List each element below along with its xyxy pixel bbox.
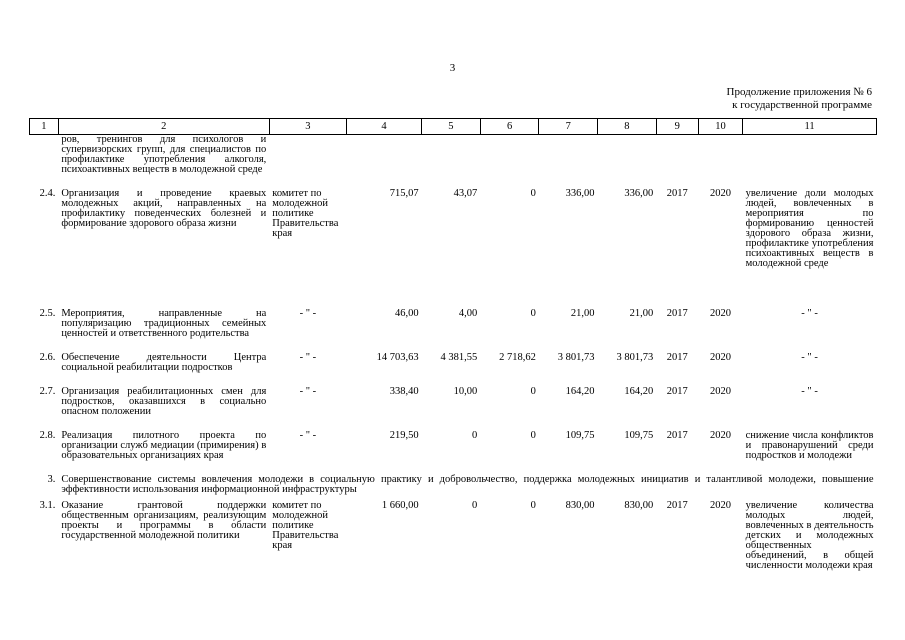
end-year: 2020 [710, 386, 732, 397]
header-cell: 1 [30, 119, 59, 135]
activity-name: Обеспечение деятельности Центра социальной реабилитации подростков [61, 352, 267, 373]
activity-name: ров, тренингов для психологов и супервизорских групп, для специалистов по профилактике употребления алкоголя, психоактивных веществ в молодежной среде [61, 134, 267, 175]
table-row [30, 353, 877, 387]
row-number: 2.7. [39, 386, 56, 397]
start-year: 2017 [666, 308, 688, 319]
row-number: 2.4. [39, 188, 56, 199]
funding-year3: 164,20 [565, 386, 595, 397]
start-year: 2017 [666, 188, 688, 199]
expected-result: увеличение количества молодых людей, вовлеченных в деятельность детских и молодежных общественных объединений, в общей численности молодежи края [745, 500, 874, 571]
executor: - " - [299, 386, 317, 397]
activity-name: Организация и проведение краевых молодежных акций, направленных на профилактику поведенческих болезней и формирование здорового образа жизни [61, 188, 267, 229]
expected-result: - " - [801, 352, 818, 363]
funding-year1: 4,00 [458, 308, 478, 319]
table-row [30, 501, 877, 571]
funding-year4: 109,75 [624, 430, 654, 441]
header-cell: 4 [346, 119, 421, 135]
funding-year1: 0 [471, 430, 478, 441]
funding-year3: 3 801,73 [557, 352, 595, 363]
funding-year2: 0 [530, 188, 536, 199]
program-table [29, 118, 877, 571]
executor: комитет по молодежной политике Правительства края [272, 188, 339, 239]
funding-year4: 336,00 [624, 188, 654, 199]
header-cell: 11 [743, 119, 877, 135]
total-funding: 715,07 [389, 188, 419, 199]
header-cell: 8 [598, 119, 657, 135]
funding-year2: 0 [530, 386, 536, 397]
total-funding: 1 660,00 [381, 500, 419, 511]
header-cell: 10 [698, 119, 742, 135]
header-cell: 5 [422, 119, 481, 135]
funding-year4: 3 801,73 [616, 352, 654, 363]
executor: - " - [299, 308, 317, 319]
header-cell: 6 [480, 119, 539, 135]
funding-year2: 2 718,62 [499, 352, 536, 363]
end-year: 2020 [710, 430, 732, 441]
row-number: 2.8. [39, 430, 56, 441]
activity-name: Мероприятия, направленные на популяризацию традиционных семейных ценностей и ответственного родительства [61, 308, 267, 339]
expected-result: увеличение доли молодых людей, вовлеченных в мероприятия по формированию ценностей здорового образа жизни, профилактике употребления психоактивных веществ в молодежной среде [745, 188, 874, 269]
table-row [30, 431, 877, 475]
section-row [30, 475, 877, 501]
section-title: Совершенствование системы вовлечения молодежи в социальную практику и добровольчество, поддержка молодежных инициатив и талантливой молодежи, повышение эффективности использования информационной инфраструктуры [61, 474, 874, 495]
header-row [30, 119, 877, 135]
expected-result: снижение числа конфликтов и правонарушений среди подростков и молодежи [745, 430, 874, 461]
total-funding: 14 703,63 [376, 352, 419, 363]
funding-year1: 10,00 [453, 386, 478, 397]
executor: комитет по молодежной политике Правительства края [272, 500, 339, 551]
start-year: 2017 [666, 430, 688, 441]
activity-name: Организация реабилитационных смен для подростков, оказавшихся в социально опасном положении [61, 386, 267, 417]
header-cell: 2 [58, 119, 269, 135]
executor: - " - [299, 352, 317, 363]
funding-year1: 4 381,55 [440, 352, 478, 363]
funding-year3: 336,00 [565, 188, 595, 199]
expected-result: - " - [801, 386, 818, 397]
section-number: 3. [47, 474, 56, 485]
header-cell: 7 [539, 119, 598, 135]
appendix-note [727, 86, 872, 112]
activity-name: Реализация пилотного проекта по организации служб медиации (примирения) в образовательных организациях края [61, 430, 267, 461]
table-row [30, 387, 877, 431]
row-number: 2.5. [39, 308, 56, 319]
funding-year4: 164,20 [624, 386, 654, 397]
total-funding: 46,00 [394, 308, 419, 319]
end-year: 2020 [710, 352, 732, 363]
end-year: 2020 [710, 188, 732, 199]
table-row [30, 309, 877, 353]
end-year: 2020 [710, 308, 732, 319]
funding-year1: 0 [471, 500, 478, 511]
funding-year4: 21,00 [629, 308, 654, 319]
funding-year3: 109,75 [565, 430, 595, 441]
row-number: 3.1. [39, 500, 56, 511]
page-number: 3 [449, 62, 456, 74]
end-year: 2020 [710, 500, 732, 511]
start-year: 2017 [666, 500, 688, 511]
funding-year3: 21,00 [570, 308, 595, 319]
header-cell: 3 [269, 119, 346, 135]
appendix-note-line1: Продолжение приложения № 6 [726, 86, 872, 98]
start-year: 2017 [666, 352, 688, 363]
funding-year4: 830,00 [624, 500, 654, 511]
funding-year3: 830,00 [565, 500, 595, 511]
table-row [30, 189, 877, 309]
funding-year2: 0 [530, 500, 536, 511]
header-cell: 9 [656, 119, 698, 135]
expected-result: - " - [801, 308, 818, 319]
activity-name: Оказание грантовой поддержки общественным организациям, реализующим проекты и программы в области государственной молодежной политики [61, 500, 267, 541]
total-funding: 338,40 [389, 386, 419, 397]
executor: - " - [299, 430, 317, 441]
start-year: 2017 [666, 386, 688, 397]
table-row-continuation [30, 135, 877, 190]
funding-year1: 43,07 [453, 188, 478, 199]
funding-year2: 0 [530, 308, 536, 319]
funding-year2: 0 [530, 430, 536, 441]
total-funding: 219,50 [389, 430, 419, 441]
appendix-note-line2: к государственной программе [732, 99, 872, 111]
row-number: 2.6. [39, 352, 56, 363]
